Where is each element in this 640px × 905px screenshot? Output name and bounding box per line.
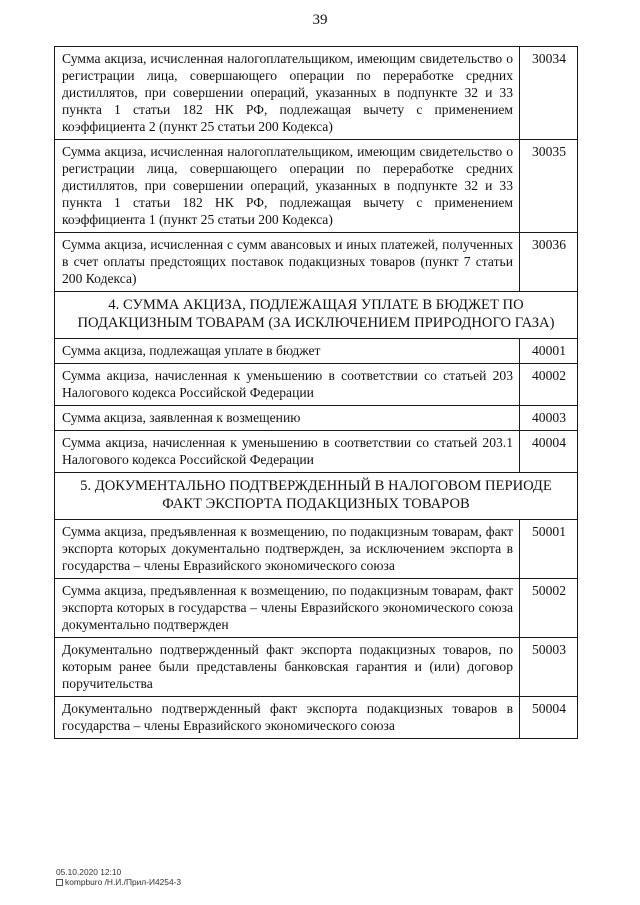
table-row [55, 364, 578, 406]
table-body [55, 47, 578, 739]
table-row [55, 140, 578, 233]
row-code: 40002 [520, 364, 578, 406]
row-description: Сумма акциза, заявленная к возмещению [55, 406, 520, 431]
row-description: Сумма акциза, исчисленная налогоплательщиком, имеющим свидетельство о регистрации лица, совершающего операции по переработке средних дистиллятов, при совершении операций, указанных в подпункте 32 и 33 пункта 1 статьи 182 НК РФ, подлежащая вычету с применением коэффициента 2 (пункт 25 статьи 200 Кодекса) [55, 47, 520, 140]
row-description: Сумма акциза, начисленная к уменьшению в соответствии со статьей 203 Налогового кодекса Российской Федерации [55, 364, 520, 406]
row-code: 30035 [520, 140, 578, 233]
row-code: 50002 [520, 579, 578, 638]
footer-date: 05.10.2020 12:10 [56, 867, 122, 877]
table-row [55, 520, 578, 579]
section-header-row [55, 473, 578, 520]
row-code: 50001 [520, 520, 578, 579]
row-code: 40004 [520, 431, 578, 473]
footer [56, 867, 181, 887]
table-row [55, 233, 578, 292]
table-row [55, 579, 578, 638]
codes-table [54, 46, 578, 739]
table-row [55, 431, 578, 473]
document-icon [56, 879, 63, 886]
row-description: Сумма акциза, исчисленная с сумм авансовых и иных платежей, полученных в счет оплаты предстоящих поставок подакцизных товаров (пункт 7 статьи 200 Кодекса) [55, 233, 520, 292]
row-description: Сумма акциза, начисленная к уменьшению в соответствии со статьей 203.1 Налогового кодекса Российской Федерации [55, 431, 520, 473]
footer-doc-ref-line [56, 877, 181, 887]
section-header-row [55, 292, 578, 339]
table-row [55, 47, 578, 140]
row-code: 40001 [520, 339, 578, 364]
table-row [55, 406, 578, 431]
row-code: 40003 [520, 406, 578, 431]
page-number: 39 [312, 12, 328, 28]
table-row [55, 339, 578, 364]
row-description: Документально подтвержденный факт экспорта подакцизных товаров, по которым ранее были представлены банковская гарантия и (или) договор поручительства [55, 638, 520, 697]
table-row [55, 697, 578, 739]
row-description: Сумма акциза, исчисленная налогоплательщиком, имеющим свидетельство о регистрации лица, совершающего операции по переработке средних дистиллятов, при совершении операций, указанных в подпункте 32 и 33 пункта 1 статьи 182 НК РФ, подлежащая вычету с применением коэффициента 1 (пункт 25 статьи 200 Кодекса) [55, 140, 520, 233]
section-title: 5. ДОКУМЕНТАЛЬНО ПОДТВЕРЖДЕННЫЙ В НАЛОГОВОМ ПЕРИОДЕ ФАКТ ЭКСПОРТА ПОДАКЦИЗНЫХ ТОВАРОВ [55, 473, 578, 520]
row-description: Сумма акциза, подлежащая уплате в бюджет [55, 339, 520, 364]
row-description: Сумма акциза, предъявленная к возмещению, по подакцизным товарам, факт экспорта которых в государства – члены Евразийского экономического союза документально подтвержден [55, 579, 520, 638]
row-code: 50004 [520, 697, 578, 739]
row-code: 50003 [520, 638, 578, 697]
section-title: 4. СУММА АКЦИЗА, ПОДЛЕЖАЩАЯ УПЛАТЕ В БЮДЖЕТ ПО ПОДАКЦИЗНЫМ ТОВАРАМ (ЗА ИСКЛЮЧЕНИЕМ ПРИРОДНОГО ГАЗА) [55, 292, 578, 339]
table-row [55, 638, 578, 697]
row-description: Документально подтвержденный факт экспорта подакцизных товаров в государства – члены Евразийского экономического союза [55, 697, 520, 739]
row-code: 30034 [520, 47, 578, 140]
row-code: 30036 [520, 233, 578, 292]
footer-doc-ref: kompburo /Н.И./Прил-И4254-3 [65, 877, 182, 887]
row-description: Сумма акциза, предъявленная к возмещению, по подакцизным товарам, факт экспорта которых документально подтвержден, за исключением экспорта в государства – члены Евразийского экономического союза [55, 520, 520, 579]
